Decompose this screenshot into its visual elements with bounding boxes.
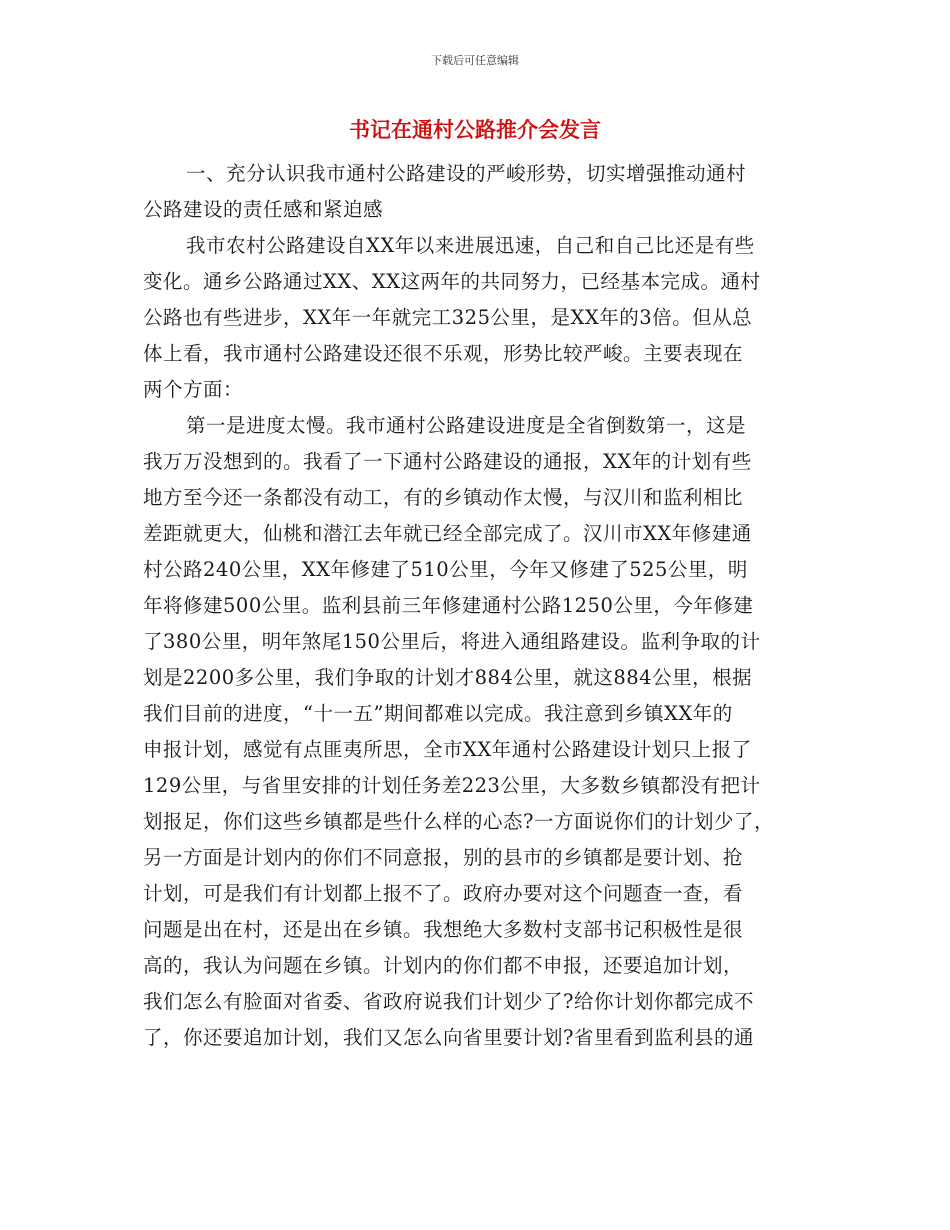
text-line: 另一方面是计划内的你们不同意报，别的县市的乡镇都是要计划、抢: [143, 846, 744, 869]
text-line: 我万万没想到的。我看了一下通村公路建设的通报，XX年的计划有些: [143, 450, 752, 473]
text-line: 年将修建500公里。监利县前三年修建通村公路1250公里，今年修建: [143, 594, 754, 617]
text-line: 申报计划，感觉有点匪夷所思，全市XX年通村公路建设计划只上报了: [143, 738, 752, 761]
text-line: 地方至今还一条都没有动工，有的乡镇动作太慢，与汉川和监利相比: [143, 486, 744, 509]
document-title: 书记在通村公路推介会发言: [349, 118, 601, 142]
text-line: 了，你还要追加计划，我们又怎么向省里要计划?省里看到监利县的通: [143, 1026, 754, 1049]
document-body: [143, 156, 823, 1056]
text-line: 问题是出在村，还是出在乡镇。我想绝大多数村支部书记积极性是很: [143, 918, 744, 941]
text-line: 一、充分认识我市通村公路建设的严峻形势，切实增强推动通村: [186, 162, 747, 185]
text-line: 两个方面：: [143, 378, 244, 401]
text-line: 划报足，你们这些乡镇都是些什么样的心态?一方面说你们的计划少了，: [143, 810, 774, 833]
text-line: 计划，可是我们有计划都上报不了。政府办要对这个问题查一查，看: [143, 882, 744, 905]
text-line: 差距就更大，仙桃和潜江去年就已经全部完成了。汉川市XX年修建通: [143, 522, 752, 545]
text-line: 村公路240公里，XX年修建了510公里，今年又修建了525公里，明: [143, 558, 748, 581]
text-line: 体上看，我市通村公路建设还很不乐观，形势比较严峻。主要表现在: [143, 342, 744, 365]
text-line: 了380公里，明年煞尾150公里后，将进入通组路建设。监利争取的计: [143, 630, 761, 653]
page-header: 下载后可任意编辑: [431, 54, 519, 67]
text-line: 我们怎么有脸面对省委、省政府说我们计划少了?给你计划你都完成不: [143, 990, 754, 1013]
text-line: 我市农村公路建设自XX年以来进展迅速，自己和自己比还是有些: [186, 234, 755, 257]
text-line: 公路也有些进步，XX年一年就完工325公里，是XX年的3倍。但从总: [143, 306, 753, 329]
text-line: 第一是进度太慢。我市通村公路建设进度是全省倒数第一，这是: [186, 414, 747, 437]
text-line: 变化。通乡公路通过XX、XX这两年的共同努力，已经基本完成。通村: [143, 270, 761, 293]
text-line: 我们目前的进度，“十一五”期间都难以完成。我注意到乡镇XX年的: [143, 702, 733, 725]
text-line: 129公里，与省里安排的计划任务差223公里，大多数乡镇都没有把计: [143, 774, 761, 797]
text-line: 公路建设的责任感和紧迫感: [143, 198, 384, 221]
text-line: 高的，我认为问题在乡镇。计划内的你们都不申报，还要追加计划，: [143, 954, 744, 977]
text-line: 划是2200多公里，我们争取的计划才884公里，就这884公里，根据: [143, 666, 753, 689]
